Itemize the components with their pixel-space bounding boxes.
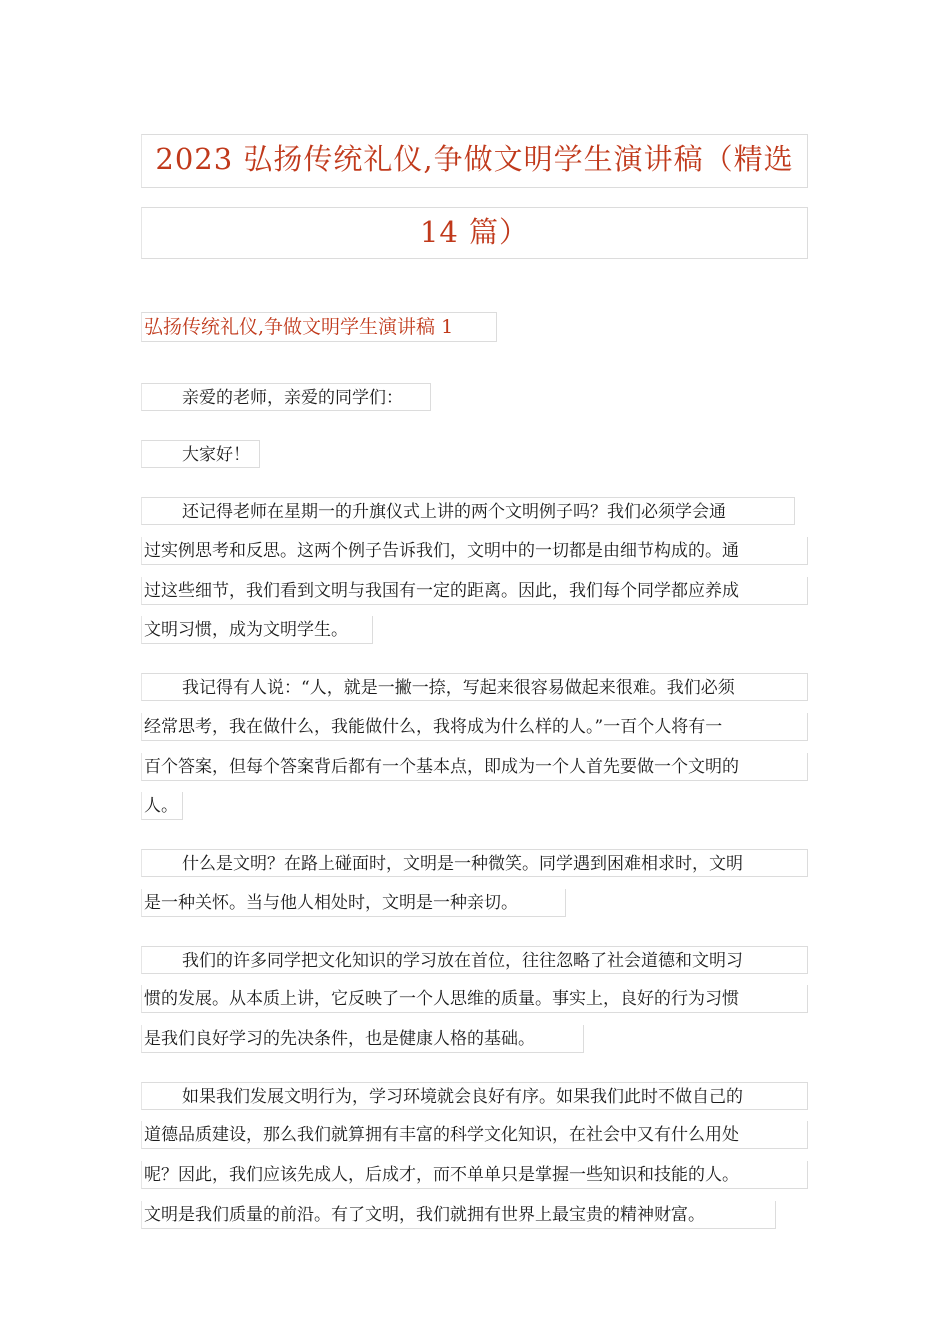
paragraph-3-line-1: 还记得老师在星期一的升旗仪式上讲的两个文明例子吗？我们必须学会通 [141, 497, 795, 525]
paragraph-3-line-3: 过这些细节，我们看到文明与我国有一定的距离。因此，我们每个同学都应养成 [141, 577, 808, 605]
paragraph-1-line-1: 亲爱的老师，亲爱的同学们： [141, 383, 431, 411]
paragraph-6-line-3: 是我们良好学习的先决条件，也是健康人格的基础。 [141, 1025, 584, 1053]
paragraph-5-line-2: 是一种关怀。当与他人相处时，文明是一种亲切。 [141, 889, 566, 917]
paragraph-6-line-2: 惯的发展。从本质上讲，它反映了一个人思维的质量。事实上，良好的行为习惯 [141, 985, 808, 1013]
document-title-line-1: 2023 弘扬传统礼仪,争做文明学生演讲稿（精选 [141, 134, 808, 188]
paragraph-3-line-4: 文明习惯，成为文明学生。 [141, 616, 373, 644]
paragraph-4-line-2: 经常思考，我在做什么，我能做什么，我将成为什么样的人。”一百个人将有一 [141, 713, 808, 741]
paragraph-4-line-1: 我记得有人说：“人，就是一撇一捺，写起来很容易做起来很难。我们必须 [141, 673, 808, 701]
document-title-line-2: 14 篇） [141, 207, 808, 259]
paragraph-5-line-1: 什么是文明？在路上碰面时，文明是一种微笑。同学遇到困难相求时，文明 [141, 849, 808, 877]
paragraph-6-line-1: 我们的许多同学把文化知识的学习放在首位，往往忽略了社会道德和文明习 [141, 946, 808, 974]
paragraph-4-line-3: 百个答案，但每个答案背后都有一个基本点，即成为一个人首先要做一个文明的 [141, 753, 808, 781]
section-heading: 弘扬传统礼仪,争做文明学生演讲稿 1 [141, 312, 497, 342]
paragraph-7-line-4: 文明是我们质量的前沿。有了文明，我们就拥有世界上最宝贵的精神财富。 [141, 1201, 776, 1229]
paragraph-7-line-1: 如果我们发展文明行为，学习环境就会良好有序。如果我们此时不做自己的 [141, 1082, 808, 1110]
paragraph-2-line-1: 大家好！ [141, 440, 260, 468]
paragraph-4-line-4: 人。 [141, 792, 183, 820]
paragraph-7-line-3: 呢？因此，我们应该先成人，后成才，而不单单只是掌握一些知识和技能的人。 [141, 1161, 808, 1189]
paragraph-3-line-2: 过实例思考和反思。这两个例子告诉我们，文明中的一切都是由细节构成的。通 [141, 537, 808, 565]
paragraph-7-line-2: 道德品质建设，那么我们就算拥有丰富的科学文化知识，在社会中又有什么用处 [141, 1121, 808, 1149]
